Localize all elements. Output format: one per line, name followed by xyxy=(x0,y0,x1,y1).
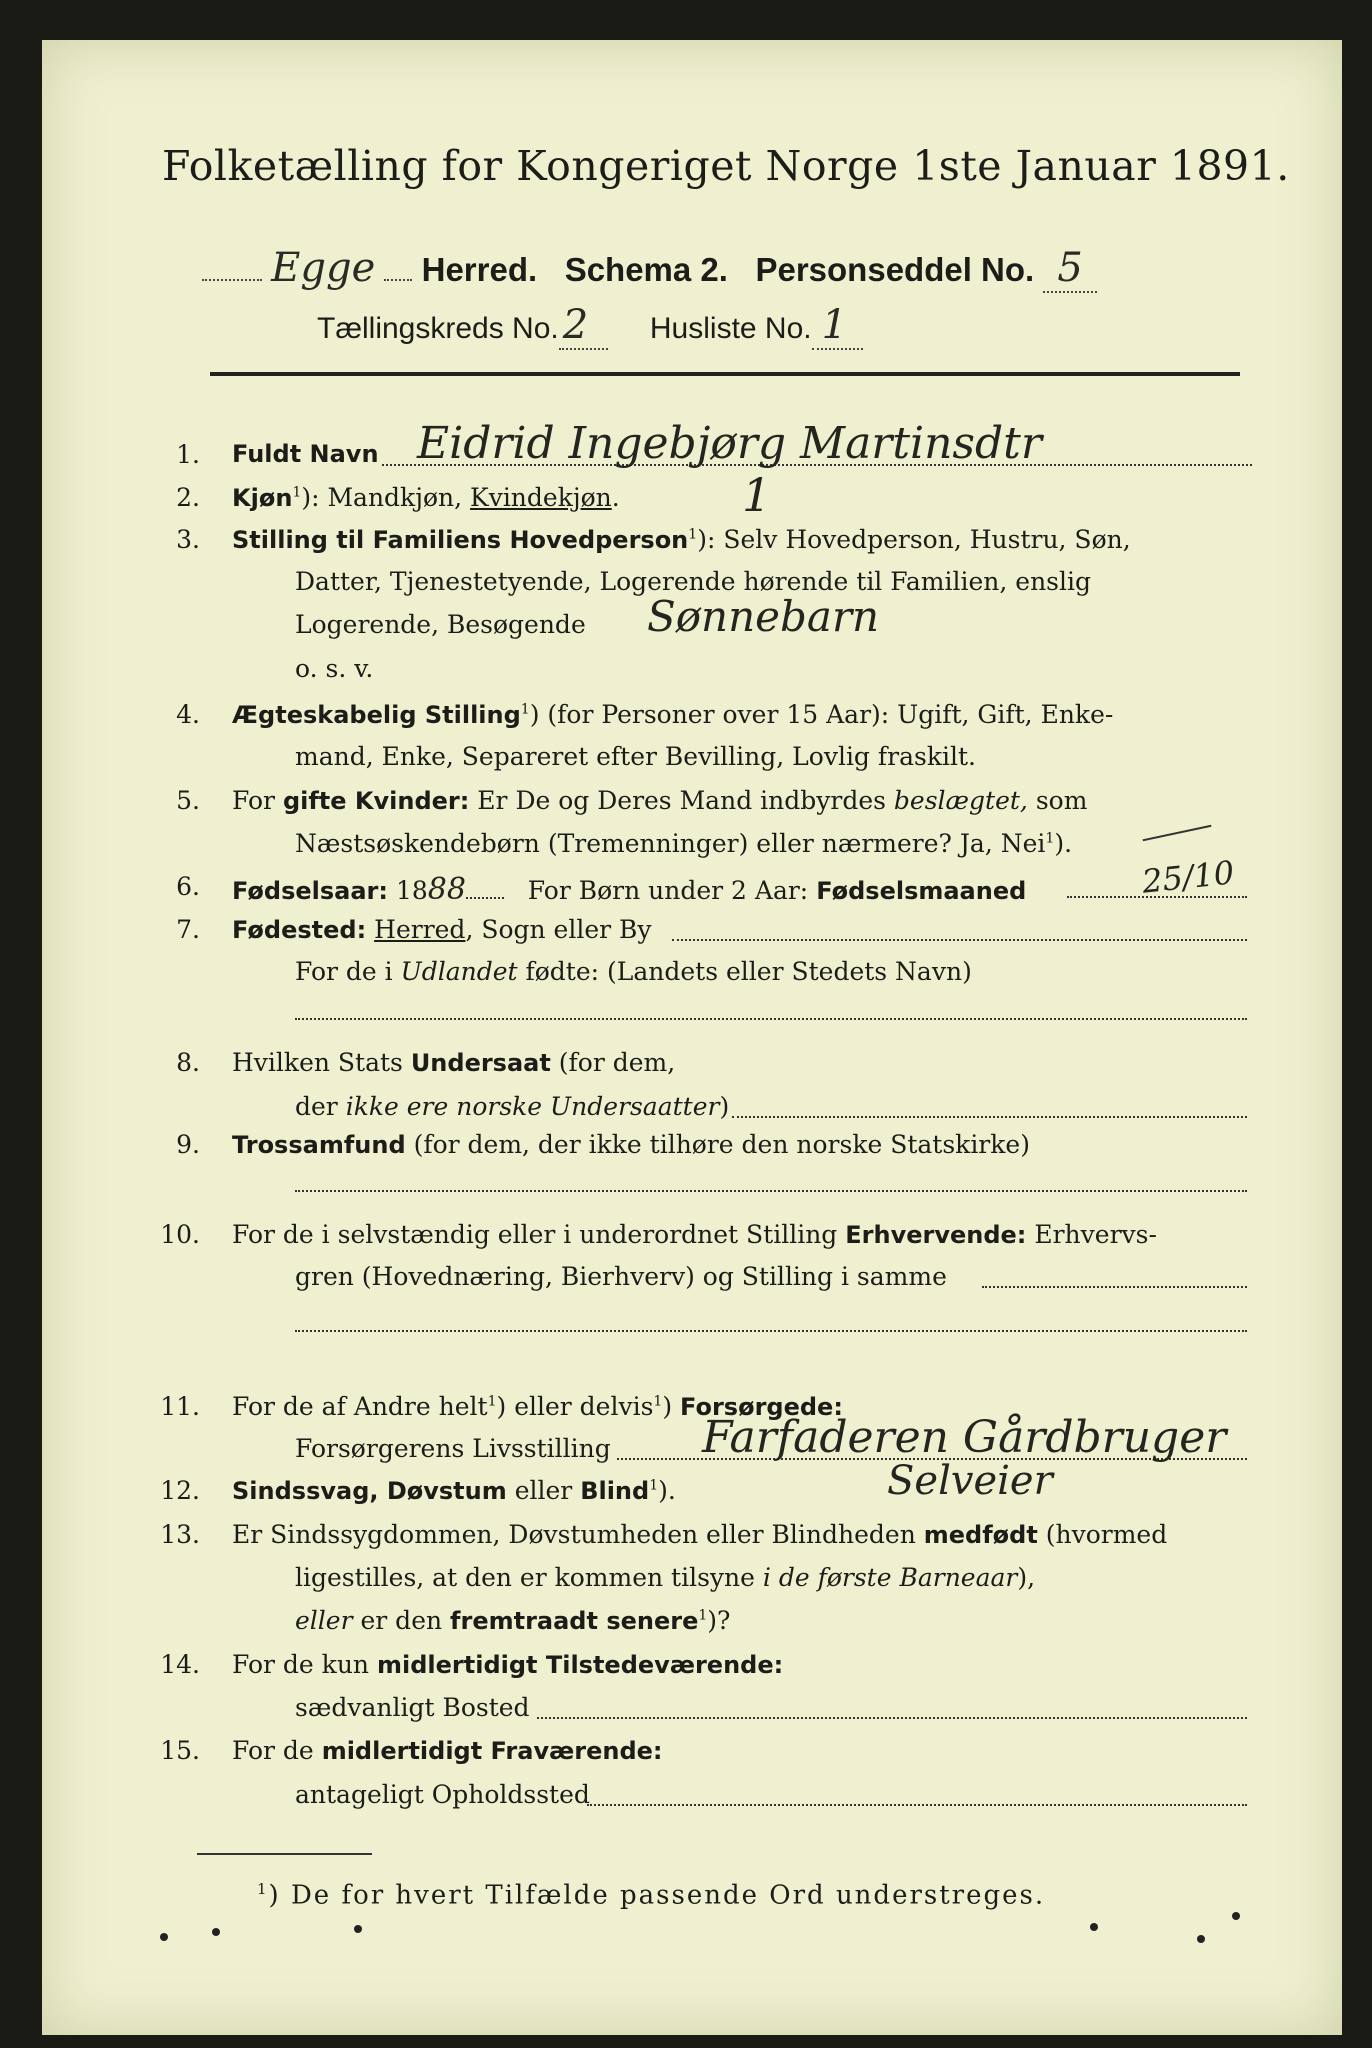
strike-mark xyxy=(1143,825,1212,842)
religion-text: (for dem, der ikke tilhøre den norske Statskirke) xyxy=(413,1130,1030,1159)
occupation-text: gren (Hovednæring, Bierhverv) og Stilling i samme xyxy=(295,1262,947,1291)
temporary-present-label: midlertidigt Tilstedeværende: xyxy=(376,1651,784,1679)
header-rule xyxy=(210,372,1240,376)
item-number: 7. xyxy=(176,915,200,944)
personseddel-label: Personseddel No. xyxy=(755,251,1035,288)
kinship-text: Næstsøskendebørn (Tremenninger) eller nærmere? Ja, Nei xyxy=(295,829,1046,858)
birthplace-text: Udlandet xyxy=(400,957,518,986)
kinship-label: gifte Kvinder: xyxy=(282,787,470,815)
birth-month-value: 25/10 xyxy=(1140,853,1236,901)
disability-text: ). xyxy=(658,1476,676,1505)
ink-speck xyxy=(1090,1923,1098,1931)
religion-label: Trossamfund xyxy=(232,1131,406,1159)
temporary-absent-label: midlertidigt Fraværende: xyxy=(321,1737,663,1765)
marital-text: mand, Enke, Separeret efter Bevilling, Lovlig fraskilt. xyxy=(295,742,976,771)
footnote-ref: 1 xyxy=(653,1393,663,1410)
item-number: 15. xyxy=(160,1736,200,1765)
kinship-text: Er De og Deres Mand indbyrdes xyxy=(469,786,894,815)
kinship-text: som xyxy=(1027,786,1088,815)
congenital-text: )? xyxy=(707,1606,731,1635)
dotted-fill xyxy=(295,1018,1247,1020)
sex-mark: 1 xyxy=(742,468,772,522)
kreds-line xyxy=(317,302,1217,352)
footnote-text: ) De for hvert Tilfælde passende Ord understreges. xyxy=(268,1880,1046,1911)
birthplace-text: For de i xyxy=(295,957,401,986)
congenital-label: fremtraadt senere xyxy=(450,1607,699,1635)
form-title: Folketælling for Kongeriget Norge 1ste Januar 1891. xyxy=(162,142,1290,190)
footnote xyxy=(257,1880,1045,1911)
congenital-text: ), xyxy=(1017,1563,1036,1592)
herred-label: Herred. xyxy=(421,251,538,288)
item-number: 4. xyxy=(176,700,200,729)
dotted-fill xyxy=(295,1190,1247,1192)
ink-speck xyxy=(160,1933,168,1941)
sex-options: ): Mandkjøn, xyxy=(301,483,471,512)
dotted-fill xyxy=(295,1330,1247,1332)
birth-year-value: 88 xyxy=(427,872,466,907)
footnote-ref: 1 xyxy=(649,1477,659,1494)
relation-text: o. s. v. xyxy=(295,654,374,683)
full-name-value: Eidrid Ingebjørg Martinsdtr xyxy=(417,418,1042,469)
disability-text: eller xyxy=(506,1476,581,1505)
item-number: 10. xyxy=(160,1220,200,1249)
occupation-label: Erhvervende: xyxy=(845,1221,1027,1249)
dotted-fill xyxy=(732,1116,1247,1118)
item-number: 1. xyxy=(176,440,200,469)
supporter-text: Forsørgerens Livsstilling xyxy=(295,1434,611,1463)
birthplace-selected: Herred xyxy=(374,915,466,944)
item-number: 2. xyxy=(176,483,200,512)
schema-label: Schema 2. xyxy=(564,251,728,288)
item-number: 13. xyxy=(160,1520,200,1549)
item-number: 11. xyxy=(160,1392,200,1421)
footnote-ref: 1 xyxy=(1045,830,1055,847)
item-number: 5. xyxy=(176,786,200,815)
footnote-ref: 1 xyxy=(292,484,302,501)
disability-label: Sindssvag, Døvstum xyxy=(232,1477,507,1505)
personseddel-value: 5 xyxy=(1043,245,1096,293)
birth-month-label: Fødselsmaaned xyxy=(816,877,1027,905)
supported-text: ) eller delvis xyxy=(496,1392,654,1421)
sex-end: . xyxy=(611,483,620,512)
disability-label: Blind xyxy=(580,1477,650,1505)
ink-speck xyxy=(354,1925,362,1933)
footnote-ref: 1 xyxy=(698,1607,708,1624)
supported-text: For de af Andre helt xyxy=(232,1392,488,1421)
item-number: 6. xyxy=(176,872,200,901)
citizenship-text: Hvilken Stats xyxy=(232,1048,411,1077)
footnote-ref: 1 xyxy=(487,1393,497,1410)
congenital-label: medfødt xyxy=(923,1521,1038,1549)
sex-selected: Kvindekjøn xyxy=(470,483,612,512)
congenital-text: Er Sindssygdommen, Døvstumheden eller Blindheden xyxy=(232,1520,924,1549)
relation-text: Datter, Tjenestetyende, Logerende hørende til Familien, enslig xyxy=(295,567,1092,596)
dotted-fill xyxy=(982,1286,1247,1288)
relation-text: ): Selv Hovedperson, Hustru, Søn, xyxy=(697,525,1131,554)
item-number: 9. xyxy=(176,1130,200,1159)
congenital-text: eller xyxy=(295,1606,353,1635)
census-form xyxy=(42,40,1342,2035)
marital-label: Ægteskabelig Stilling xyxy=(232,701,521,729)
husliste-label: Husliste No. xyxy=(649,312,812,345)
kreds-value: 2 xyxy=(559,302,608,350)
kinship-text: For xyxy=(232,786,283,815)
supported-text: ) xyxy=(662,1392,681,1421)
full-name-label: Fuldt Navn xyxy=(232,440,379,468)
marital-text: ) (for Personer over 15 Aar): Ugift, Gift, Enke- xyxy=(529,700,1114,729)
birth-month-text: For Børn under 2 Aar: xyxy=(527,876,809,905)
supported-label: Forsørgede: xyxy=(680,1393,843,1421)
footnote-rule xyxy=(197,1853,372,1855)
kinship-text: ). xyxy=(1054,829,1073,858)
citizenship-label: Undersaat xyxy=(410,1049,551,1077)
ink-speck xyxy=(212,1928,220,1936)
ink-speck xyxy=(1197,1935,1205,1943)
supporter-value: Farfaderen Gårdbruger xyxy=(702,1412,1227,1463)
item-number: 12. xyxy=(160,1476,200,1505)
probable-residence-text: antageligt Opholdssted xyxy=(295,1780,590,1809)
dotted-fill xyxy=(537,1717,1247,1719)
congenital-text: (hvormed xyxy=(1037,1520,1168,1549)
congenital-text: i de første Barneaar xyxy=(762,1563,1018,1592)
disability-value: Selveier xyxy=(887,1458,1053,1504)
footnote-ref: 1 xyxy=(688,526,698,543)
birth-year-label: Fødselsaar: xyxy=(232,877,388,905)
item-number: 3. xyxy=(176,525,200,554)
congenital-text: er den xyxy=(352,1606,451,1635)
relation-text: Logerende, Besøgende xyxy=(295,610,586,639)
citizenship-text: ) xyxy=(719,1092,730,1121)
occupation-text: For de i selvstændig eller i underordnet Stilling xyxy=(232,1220,846,1249)
citizenship-text: (for dem, xyxy=(550,1048,676,1077)
kreds-label: Tællingskreds No. xyxy=(317,312,559,345)
relation-value: Sønnebarn xyxy=(647,592,880,641)
temporary-text: For de kun xyxy=(232,1650,377,1679)
dotted-fill xyxy=(587,1804,1247,1806)
dotted-fill xyxy=(466,897,504,899)
herred-value: Egge xyxy=(271,245,376,291)
birthplace-label: Fødested: xyxy=(232,916,367,944)
birthplace-text: fødte: (Landets eller Stedets Navn) xyxy=(517,957,972,986)
occupation-text: Erhvervs- xyxy=(1026,1220,1157,1249)
footnote-sup: 1 xyxy=(257,1880,269,1898)
dotted-fill xyxy=(384,279,412,281)
item-number: 8. xyxy=(176,1048,200,1077)
citizenship-text: der xyxy=(295,1092,346,1121)
herred-line xyxy=(202,245,1252,295)
item-number: 14. xyxy=(160,1650,200,1679)
dotted-fill xyxy=(672,939,1247,941)
husliste-value: 1 xyxy=(812,302,863,350)
usual-residence-text: sædvanligt Bosted xyxy=(295,1693,530,1722)
ink-speck xyxy=(1232,1912,1240,1920)
kinship-text: beslægtet, xyxy=(893,786,1028,815)
citizenship-text: ikke ere norske Undersaatter xyxy=(345,1092,720,1121)
relation-label: Stilling til Familiens Hovedperson xyxy=(232,526,689,554)
temporary-text: For de xyxy=(232,1736,322,1765)
birth-year-prefix: 18 xyxy=(395,876,428,905)
congenital-text: ligestilles, at den er kommen tilsyne xyxy=(295,1563,763,1592)
dotted-fill xyxy=(202,279,262,281)
birthplace-text: , Sogn eller By xyxy=(465,915,652,944)
footnote-ref: 1 xyxy=(520,701,530,718)
sex-label: Kjøn xyxy=(232,484,293,512)
